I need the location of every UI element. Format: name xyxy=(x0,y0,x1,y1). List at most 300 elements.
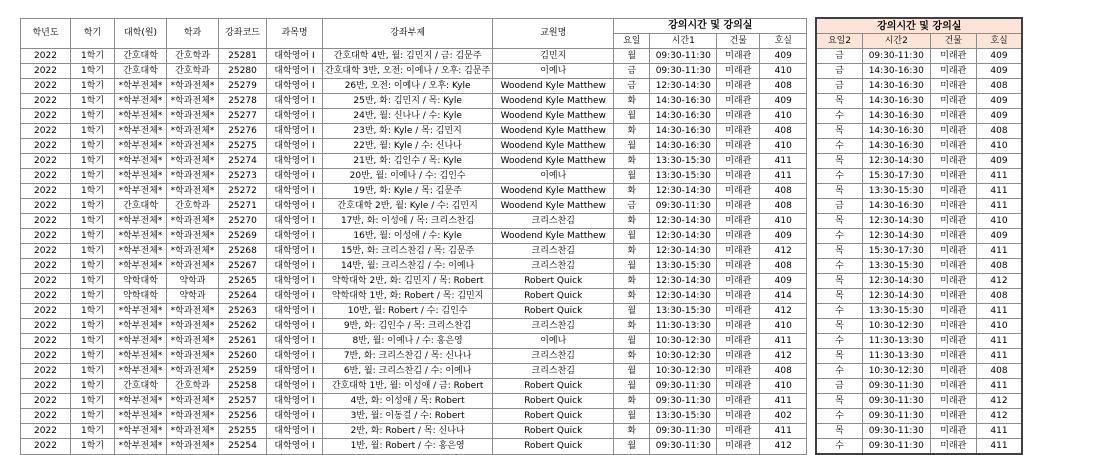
cell-room2[interactable]: 411 xyxy=(976,244,1022,259)
cell-room1[interactable]: 409 xyxy=(760,94,807,109)
cell-time2[interactable]: 09:30-11:30 xyxy=(862,409,930,424)
cell-day2[interactable]: 금 xyxy=(816,64,862,79)
cell-college[interactable]: *학부전체* xyxy=(115,229,167,244)
cell-college[interactable]: *학부전체* xyxy=(115,124,167,139)
cell-college[interactable]: *학부전체* xyxy=(115,244,167,259)
cell-professor[interactable]: Robert Quick xyxy=(493,304,614,319)
cell-dept[interactable]: *학과전체* xyxy=(167,424,219,439)
cell-building1[interactable]: 미래관 xyxy=(717,109,760,124)
cell-professor[interactable]: 크리스찬김 xyxy=(493,214,614,229)
cell-section[interactable]: 14반, 월: 크리스찬김 / 수: 이예나 xyxy=(323,259,493,274)
cell-day2[interactable]: 목 xyxy=(816,184,862,199)
cell-day1[interactable]: 월 xyxy=(614,439,650,455)
cell-year[interactable]: 2022 xyxy=(21,334,71,349)
cell-professor[interactable]: 이예나 xyxy=(493,169,614,184)
cell-building1[interactable]: 미래관 xyxy=(717,244,760,259)
cell-room2[interactable]: 409 xyxy=(976,64,1022,79)
cell-subject[interactable]: 대학영어 I xyxy=(267,64,323,79)
cell-building1[interactable]: 미래관 xyxy=(717,124,760,139)
cell-professor[interactable]: 크리스찬김 xyxy=(493,349,614,364)
cell-term[interactable]: 1학기 xyxy=(71,349,115,364)
cell-college[interactable]: 간호대학 xyxy=(115,64,167,79)
cell-day1[interactable]: 금 xyxy=(614,199,650,214)
cell-year[interactable]: 2022 xyxy=(21,184,71,199)
cell-term[interactable]: 1학기 xyxy=(71,184,115,199)
cell-dept[interactable]: *학과전체* xyxy=(167,409,219,424)
cell-term[interactable]: 1학기 xyxy=(71,319,115,334)
cell-subject[interactable]: 대학영어 I xyxy=(267,439,323,455)
cell-building2[interactable]: 미래관 xyxy=(930,439,976,455)
cell-room2[interactable]: 412 xyxy=(976,274,1022,289)
cell-time2[interactable]: 11:30-13:30 xyxy=(862,349,930,364)
cell-professor[interactable]: Woodend Kyle Matthew xyxy=(493,94,614,109)
cell-day1[interactable]: 화 xyxy=(614,394,650,409)
cell-subject[interactable]: 대학영어 I xyxy=(267,244,323,259)
cell-room2[interactable]: 411 xyxy=(976,304,1022,319)
cell-day1[interactable]: 화 xyxy=(614,244,650,259)
cell-room1[interactable]: 410 xyxy=(760,319,807,334)
cell-building2[interactable]: 미래관 xyxy=(930,319,976,334)
cell-dept[interactable]: *학과전체* xyxy=(167,214,219,229)
cell-time1[interactable]: 09:30-11:30 xyxy=(650,199,717,214)
cell-dept[interactable]: 간호학과 xyxy=(167,49,219,64)
cell-year[interactable]: 2022 xyxy=(21,289,71,304)
cell-section[interactable]: 간호대학 2반, 월: Kyle / 수: 김민지 xyxy=(323,199,493,214)
cell-year[interactable]: 2022 xyxy=(21,64,71,79)
cell-building2[interactable]: 미래관 xyxy=(930,139,976,154)
cell-year[interactable]: 2022 xyxy=(21,154,71,169)
cell-room2[interactable]: 411 xyxy=(976,349,1022,364)
cell-building2[interactable]: 미래관 xyxy=(930,349,976,364)
cell-year[interactable]: 2022 xyxy=(21,349,71,364)
cell-section[interactable]: 1반, 월: Robert / 수: 홍은영 xyxy=(323,439,493,455)
cell-time2[interactable]: 12:30-14:30 xyxy=(862,229,930,244)
cell-section[interactable]: 26반, 오전: 이예나 / 오후: Kyle xyxy=(323,79,493,94)
cell-section[interactable]: 약학대학 2반, 화: 김민지 / 목: Robert xyxy=(323,274,493,289)
cell-professor[interactable]: Robert Quick xyxy=(493,274,614,289)
cell-building2[interactable]: 미래관 xyxy=(930,199,976,214)
cell-course-code[interactable]: 25260 xyxy=(219,349,267,364)
cell-term[interactable]: 1학기 xyxy=(71,259,115,274)
cell-course-code[interactable]: 25270 xyxy=(219,214,267,229)
cell-course-code[interactable]: 25255 xyxy=(219,424,267,439)
cell-time1[interactable]: 09:30-11:30 xyxy=(650,394,717,409)
header-term[interactable]: 학기 xyxy=(71,18,115,49)
cell-professor[interactable]: Woodend Kyle Matthew xyxy=(493,199,614,214)
cell-room2[interactable]: 408 xyxy=(976,289,1022,304)
cell-dept[interactable]: *학과전체* xyxy=(167,154,219,169)
cell-building1[interactable]: 미래관 xyxy=(717,379,760,394)
cell-section[interactable]: 2반, 화: Robert / 목: 신나나 xyxy=(323,424,493,439)
cell-time2[interactable]: 09:30-11:30 xyxy=(862,394,930,409)
cell-subject[interactable]: 대학영어 I xyxy=(267,424,323,439)
cell-dept[interactable]: *학과전체* xyxy=(167,109,219,124)
cell-room1[interactable]: 408 xyxy=(760,124,807,139)
cell-time2[interactable]: 11:30-13:30 xyxy=(862,334,930,349)
cell-course-code[interactable]: 25267 xyxy=(219,259,267,274)
cell-year[interactable]: 2022 xyxy=(21,244,71,259)
cell-year[interactable]: 2022 xyxy=(21,139,71,154)
cell-section[interactable]: 10반, 월: Robert / 수: 김인수 xyxy=(323,304,493,319)
cell-room1[interactable]: 408 xyxy=(760,184,807,199)
cell-year[interactable]: 2022 xyxy=(21,364,71,379)
cell-room2[interactable]: 412 xyxy=(976,409,1022,424)
cell-college[interactable]: 약학대학 xyxy=(115,289,167,304)
cell-building1[interactable]: 미래관 xyxy=(717,409,760,424)
cell-section[interactable]: 간호대학 4반, 월: 김민지 / 금: 김문주 xyxy=(323,49,493,64)
cell-dept[interactable]: *학과전체* xyxy=(167,169,219,184)
cell-year[interactable]: 2022 xyxy=(21,274,71,289)
cell-time1[interactable]: 14:30-16:30 xyxy=(650,124,717,139)
cell-building1[interactable]: 미래관 xyxy=(717,229,760,244)
cell-term[interactable]: 1학기 xyxy=(71,409,115,424)
cell-day1[interactable]: 화 xyxy=(614,319,650,334)
cell-professor[interactable]: 이예나 xyxy=(493,64,614,79)
cell-college[interactable]: *학부전체* xyxy=(115,319,167,334)
cell-dept[interactable]: *학과전체* xyxy=(167,334,219,349)
cell-building1[interactable]: 미래관 xyxy=(717,289,760,304)
cell-day2[interactable]: 수 xyxy=(816,409,862,424)
cell-time2[interactable]: 13:30-15:30 xyxy=(862,304,930,319)
cell-room1[interactable]: 411 xyxy=(760,154,807,169)
cell-subject[interactable]: 대학영어 I xyxy=(267,319,323,334)
cell-time1[interactable]: 13:30-15:30 xyxy=(650,409,717,424)
cell-building2[interactable]: 미래관 xyxy=(930,244,976,259)
cell-room1[interactable]: 410 xyxy=(760,139,807,154)
cell-college[interactable]: *학부전체* xyxy=(115,424,167,439)
cell-section[interactable]: 3반, 월: 이동걸 / 수: Robert xyxy=(323,409,493,424)
header-course-code[interactable]: 강좌코드 xyxy=(219,18,267,49)
cell-room1[interactable]: 410 xyxy=(760,214,807,229)
cell-section[interactable]: 24반, 월: 신나나 / 수: Kyle xyxy=(323,109,493,124)
cell-professor[interactable]: Woodend Kyle Matthew xyxy=(493,139,614,154)
cell-time1[interactable]: 13:30-15:30 xyxy=(650,259,717,274)
cell-college[interactable]: 간호대학 xyxy=(115,379,167,394)
cell-subject[interactable]: 대학영어 I xyxy=(267,379,323,394)
cell-time1[interactable]: 12:30-14:30 xyxy=(650,214,717,229)
cell-course-code[interactable]: 25271 xyxy=(219,199,267,214)
cell-day2[interactable]: 목 xyxy=(816,214,862,229)
cell-day1[interactable]: 월 xyxy=(614,334,650,349)
cell-time2[interactable]: 14:30-16:30 xyxy=(862,199,930,214)
cell-day2[interactable]: 수 xyxy=(816,439,862,455)
cell-time1[interactable]: 09:30-11:30 xyxy=(650,379,717,394)
cell-college[interactable]: *학부전체* xyxy=(115,439,167,455)
header-section[interactable]: 강좌부제 xyxy=(323,18,493,49)
cell-subject[interactable]: 대학영어 I xyxy=(267,49,323,64)
cell-day2[interactable]: 금 xyxy=(816,379,862,394)
cell-term[interactable]: 1학기 xyxy=(71,379,115,394)
cell-professor[interactable]: Robert Quick xyxy=(493,289,614,304)
cell-college[interactable]: 약학대학 xyxy=(115,274,167,289)
cell-building2[interactable]: 미래관 xyxy=(930,94,976,109)
cell-day2[interactable]: 금 xyxy=(816,49,862,64)
cell-term[interactable]: 1학기 xyxy=(71,289,115,304)
cell-day1[interactable]: 월 xyxy=(614,109,650,124)
cell-room2[interactable]: 411 xyxy=(976,439,1022,455)
cell-day1[interactable]: 월 xyxy=(614,379,650,394)
cell-section[interactable]: 22반, 월: Kyle / 수: 신나나 xyxy=(323,139,493,154)
header-dept[interactable]: 학과 xyxy=(167,18,219,49)
cell-term[interactable]: 1학기 xyxy=(71,169,115,184)
cell-day1[interactable]: 월 xyxy=(614,259,650,274)
cell-section[interactable]: 4반, 화: 이성애 / 목: Robert xyxy=(323,394,493,409)
cell-day1[interactable]: 화 xyxy=(614,349,650,364)
cell-subject[interactable]: 대학영어 I xyxy=(267,154,323,169)
cell-subject[interactable]: 대학영어 I xyxy=(267,79,323,94)
cell-time1[interactable]: 09:30-11:30 xyxy=(650,64,717,79)
cell-dept[interactable]: 간호학과 xyxy=(167,64,219,79)
cell-college[interactable]: *학부전체* xyxy=(115,109,167,124)
cell-dept[interactable]: *학과전체* xyxy=(167,244,219,259)
cell-building1[interactable]: 미래관 xyxy=(717,304,760,319)
cell-room1[interactable]: 412 xyxy=(760,304,807,319)
cell-dept[interactable]: *학과전체* xyxy=(167,319,219,334)
cell-professor[interactable]: 이예나 xyxy=(493,334,614,349)
cell-time2[interactable]: 09:30-11:30 xyxy=(862,49,930,64)
cell-building1[interactable]: 미래관 xyxy=(717,334,760,349)
cell-professor[interactable]: Woodend Kyle Matthew xyxy=(493,184,614,199)
cell-term[interactable]: 1학기 xyxy=(71,214,115,229)
cell-room2[interactable]: 411 xyxy=(976,334,1022,349)
cell-time1[interactable]: 13:30-15:30 xyxy=(650,154,717,169)
cell-term[interactable]: 1학기 xyxy=(71,199,115,214)
cell-time2[interactable]: 09:30-11:30 xyxy=(862,379,930,394)
cell-dept[interactable]: *학과전체* xyxy=(167,124,219,139)
cell-room1[interactable]: 409 xyxy=(760,274,807,289)
cell-day1[interactable]: 금 xyxy=(614,64,650,79)
cell-subject[interactable]: 대학영어 I xyxy=(267,274,323,289)
cell-time2[interactable]: 09:30-11:30 xyxy=(862,424,930,439)
cell-course-code[interactable]: 25265 xyxy=(219,274,267,289)
cell-term[interactable]: 1학기 xyxy=(71,64,115,79)
cell-room2[interactable]: 410 xyxy=(976,214,1022,229)
cell-year[interactable]: 2022 xyxy=(21,214,71,229)
cell-college[interactable]: *학부전체* xyxy=(115,259,167,274)
cell-day2[interactable]: 목 xyxy=(816,424,862,439)
cell-building2[interactable]: 미래관 xyxy=(930,334,976,349)
cell-day1[interactable]: 월 xyxy=(614,169,650,184)
cell-subject[interactable]: 대학영어 I xyxy=(267,349,323,364)
cell-course-code[interactable]: 25272 xyxy=(219,184,267,199)
cell-year[interactable]: 2022 xyxy=(21,319,71,334)
cell-time2[interactable]: 14:30-16:30 xyxy=(862,79,930,94)
cell-course-code[interactable]: 25269 xyxy=(219,229,267,244)
cell-room1[interactable]: 411 xyxy=(760,394,807,409)
cell-subject[interactable]: 대학영어 I xyxy=(267,229,323,244)
cell-day2[interactable]: 수 xyxy=(816,334,862,349)
cell-section[interactable]: 25반, 화: 김민지 / 목: Kyle xyxy=(323,94,493,109)
cell-year[interactable]: 2022 xyxy=(21,439,71,455)
cell-room2[interactable]: 408 xyxy=(976,124,1022,139)
cell-course-code[interactable]: 25256 xyxy=(219,409,267,424)
cell-dept[interactable]: *학과전체* xyxy=(167,304,219,319)
cell-day1[interactable]: 화 xyxy=(614,124,650,139)
cell-room1[interactable]: 412 xyxy=(760,349,807,364)
cell-room2[interactable]: 411 xyxy=(976,424,1022,439)
cell-college[interactable]: *학부전체* xyxy=(115,184,167,199)
cell-room2[interactable]: 409 xyxy=(976,154,1022,169)
cell-course-code[interactable]: 25281 xyxy=(219,49,267,64)
cell-day1[interactable]: 화 xyxy=(614,94,650,109)
cell-dept[interactable]: 간호학과 xyxy=(167,379,219,394)
cell-day1[interactable]: 월 xyxy=(614,229,650,244)
cell-course-code[interactable]: 25280 xyxy=(219,64,267,79)
cell-professor[interactable]: 크리스찬김 xyxy=(493,244,614,259)
cell-room1[interactable]: 409 xyxy=(760,229,807,244)
cell-section[interactable]: 6반, 월: 크리스찬김 / 수: 이예나 xyxy=(323,364,493,379)
cell-time2[interactable]: 10:30-12:30 xyxy=(862,364,930,379)
cell-time2[interactable]: 14:30-16:30 xyxy=(862,109,930,124)
cell-year[interactable]: 2022 xyxy=(21,229,71,244)
cell-room2[interactable]: 409 xyxy=(976,49,1022,64)
header-schedule-group-1[interactable]: 강의시간 및 강의실 xyxy=(614,18,807,34)
cell-subject[interactable]: 대학영어 I xyxy=(267,304,323,319)
cell-term[interactable]: 1학기 xyxy=(71,154,115,169)
cell-term[interactable]: 1학기 xyxy=(71,49,115,64)
cell-term[interactable]: 1학기 xyxy=(71,364,115,379)
cell-year[interactable]: 2022 xyxy=(21,169,71,184)
cell-course-code[interactable]: 25263 xyxy=(219,304,267,319)
cell-building1[interactable]: 미래관 xyxy=(717,394,760,409)
cell-professor[interactable]: 크리스찬김 xyxy=(493,364,614,379)
cell-day1[interactable]: 월 xyxy=(614,304,650,319)
cell-building2[interactable]: 미래관 xyxy=(930,409,976,424)
cell-section[interactable]: 8반, 월: 이예나 / 수: 홍은영 xyxy=(323,334,493,349)
cell-course-code[interactable]: 25278 xyxy=(219,94,267,109)
cell-subject[interactable]: 대학영어 I xyxy=(267,364,323,379)
cell-course-code[interactable]: 25275 xyxy=(219,139,267,154)
cell-day1[interactable]: 화 xyxy=(614,274,650,289)
cell-building2[interactable]: 미래관 xyxy=(930,169,976,184)
cell-building1[interactable]: 미래관 xyxy=(717,364,760,379)
cell-dept[interactable]: *학과전체* xyxy=(167,94,219,109)
cell-term[interactable]: 1학기 xyxy=(71,94,115,109)
cell-college[interactable]: *학부전체* xyxy=(115,139,167,154)
cell-subject[interactable]: 대학영어 I xyxy=(267,214,323,229)
cell-time2[interactable]: 15:30-17:30 xyxy=(862,244,930,259)
cell-section[interactable]: 15반, 화: 크리스찬김 / 목: 김문주 xyxy=(323,244,493,259)
cell-building1[interactable]: 미래관 xyxy=(717,184,760,199)
cell-time1[interactable]: 09:30-11:30 xyxy=(650,439,717,455)
header-schedule-group-2[interactable]: 강의시간 및 강의실 xyxy=(816,18,1022,34)
cell-time2[interactable]: 10:30-12:30 xyxy=(862,319,930,334)
cell-section[interactable]: 9반, 화: 김인수 / 목: 크리스찬김 xyxy=(323,319,493,334)
cell-college[interactable]: *학부전체* xyxy=(115,364,167,379)
cell-day1[interactable]: 화 xyxy=(614,154,650,169)
cell-time1[interactable]: 13:30-15:30 xyxy=(650,169,717,184)
cell-room2[interactable]: 411 xyxy=(976,169,1022,184)
cell-dept[interactable]: 약학과 xyxy=(167,289,219,304)
cell-course-code[interactable]: 25264 xyxy=(219,289,267,304)
cell-year[interactable]: 2022 xyxy=(21,304,71,319)
header-subject[interactable]: 과목명 xyxy=(267,18,323,49)
cell-room2[interactable]: 409 xyxy=(976,94,1022,109)
cell-building2[interactable]: 미래관 xyxy=(930,64,976,79)
cell-time1[interactable]: 11:30-13:30 xyxy=(650,319,717,334)
cell-day2[interactable]: 수 xyxy=(816,364,862,379)
cell-year[interactable]: 2022 xyxy=(21,94,71,109)
cell-day2[interactable]: 수 xyxy=(816,304,862,319)
cell-subject[interactable]: 대학영어 I xyxy=(267,184,323,199)
cell-room2[interactable]: 411 xyxy=(976,379,1022,394)
cell-course-code[interactable]: 25258 xyxy=(219,379,267,394)
cell-building2[interactable]: 미래관 xyxy=(930,229,976,244)
cell-year[interactable]: 2022 xyxy=(21,49,71,64)
cell-day2[interactable]: 목 xyxy=(816,394,862,409)
cell-building2[interactable]: 미래관 xyxy=(930,424,976,439)
cell-time1[interactable]: 12:30-14:30 xyxy=(650,79,717,94)
cell-college[interactable]: *학부전체* xyxy=(115,334,167,349)
cell-term[interactable]: 1학기 xyxy=(71,79,115,94)
cell-room1[interactable]: 409 xyxy=(760,49,807,64)
cell-day2[interactable]: 목 xyxy=(816,244,862,259)
cell-room1[interactable]: 411 xyxy=(760,169,807,184)
cell-building2[interactable]: 미래관 xyxy=(930,154,976,169)
cell-room1[interactable]: 408 xyxy=(760,199,807,214)
cell-time1[interactable]: 13:30-15:30 xyxy=(650,304,717,319)
cell-professor[interactable]: 크리스찬김 xyxy=(493,259,614,274)
cell-room2[interactable]: 411 xyxy=(976,184,1022,199)
cell-subject[interactable]: 대학영어 I xyxy=(267,124,323,139)
cell-dept[interactable]: *학과전체* xyxy=(167,229,219,244)
cell-professor[interactable]: Woodend Kyle Matthew xyxy=(493,154,614,169)
cell-professor[interactable]: Woodend Kyle Matthew xyxy=(493,109,614,124)
cell-time2[interactable]: 12:30-14:30 xyxy=(862,289,930,304)
cell-term[interactable]: 1학기 xyxy=(71,109,115,124)
cell-room1[interactable]: 410 xyxy=(760,109,807,124)
cell-subject[interactable]: 대학영어 I xyxy=(267,199,323,214)
cell-day2[interactable]: 수 xyxy=(816,169,862,184)
cell-day2[interactable]: 목 xyxy=(816,274,862,289)
cell-time2[interactable]: 13:30-15:30 xyxy=(862,259,930,274)
cell-building1[interactable]: 미래관 xyxy=(717,274,760,289)
cell-room1[interactable]: 408 xyxy=(760,79,807,94)
cell-building1[interactable]: 미래관 xyxy=(717,319,760,334)
cell-dept[interactable]: *학과전체* xyxy=(167,184,219,199)
cell-dept[interactable]: 간호학과 xyxy=(167,199,219,214)
cell-course-code[interactable]: 25276 xyxy=(219,124,267,139)
cell-year[interactable]: 2022 xyxy=(21,199,71,214)
cell-dept[interactable]: *학과전체* xyxy=(167,394,219,409)
cell-dept[interactable]: *학과전체* xyxy=(167,139,219,154)
cell-section[interactable]: 7반, 화: 크리스찬김 / 목: 신나나 xyxy=(323,349,493,364)
cell-college[interactable]: *학부전체* xyxy=(115,409,167,424)
cell-building2[interactable]: 미래관 xyxy=(930,214,976,229)
cell-time1[interactable]: 14:30-16:30 xyxy=(650,109,717,124)
cell-day2[interactable]: 수 xyxy=(816,109,862,124)
cell-subject[interactable]: 대학영어 I xyxy=(267,409,323,424)
cell-building2[interactable]: 미래관 xyxy=(930,49,976,64)
cell-room2[interactable]: 412 xyxy=(976,394,1022,409)
cell-time1[interactable]: 12:30-14:30 xyxy=(650,184,717,199)
cell-building1[interactable]: 미래관 xyxy=(717,349,760,364)
header-time2[interactable]: 시간2 xyxy=(862,34,930,49)
cell-day1[interactable]: 월 xyxy=(614,139,650,154)
header-building1[interactable]: 건물 xyxy=(717,34,760,49)
cell-time2[interactable]: 14:30-16:30 xyxy=(862,139,930,154)
header-room2[interactable]: 호실 xyxy=(976,34,1022,49)
cell-day1[interactable]: 화 xyxy=(614,289,650,304)
cell-section[interactable]: 21반, 화: 김인수 / 목: Kyle xyxy=(323,154,493,169)
cell-day2[interactable]: 금 xyxy=(816,79,862,94)
cell-section[interactable]: 16반, 월: 이성애 / 수: Kyle xyxy=(323,229,493,244)
cell-day1[interactable]: 화 xyxy=(614,424,650,439)
cell-year[interactable]: 2022 xyxy=(21,79,71,94)
cell-room1[interactable]: 411 xyxy=(760,334,807,349)
cell-professor[interactable]: Woodend Kyle Matthew xyxy=(493,124,614,139)
cell-time1[interactable]: 12:30-14:30 xyxy=(650,274,717,289)
